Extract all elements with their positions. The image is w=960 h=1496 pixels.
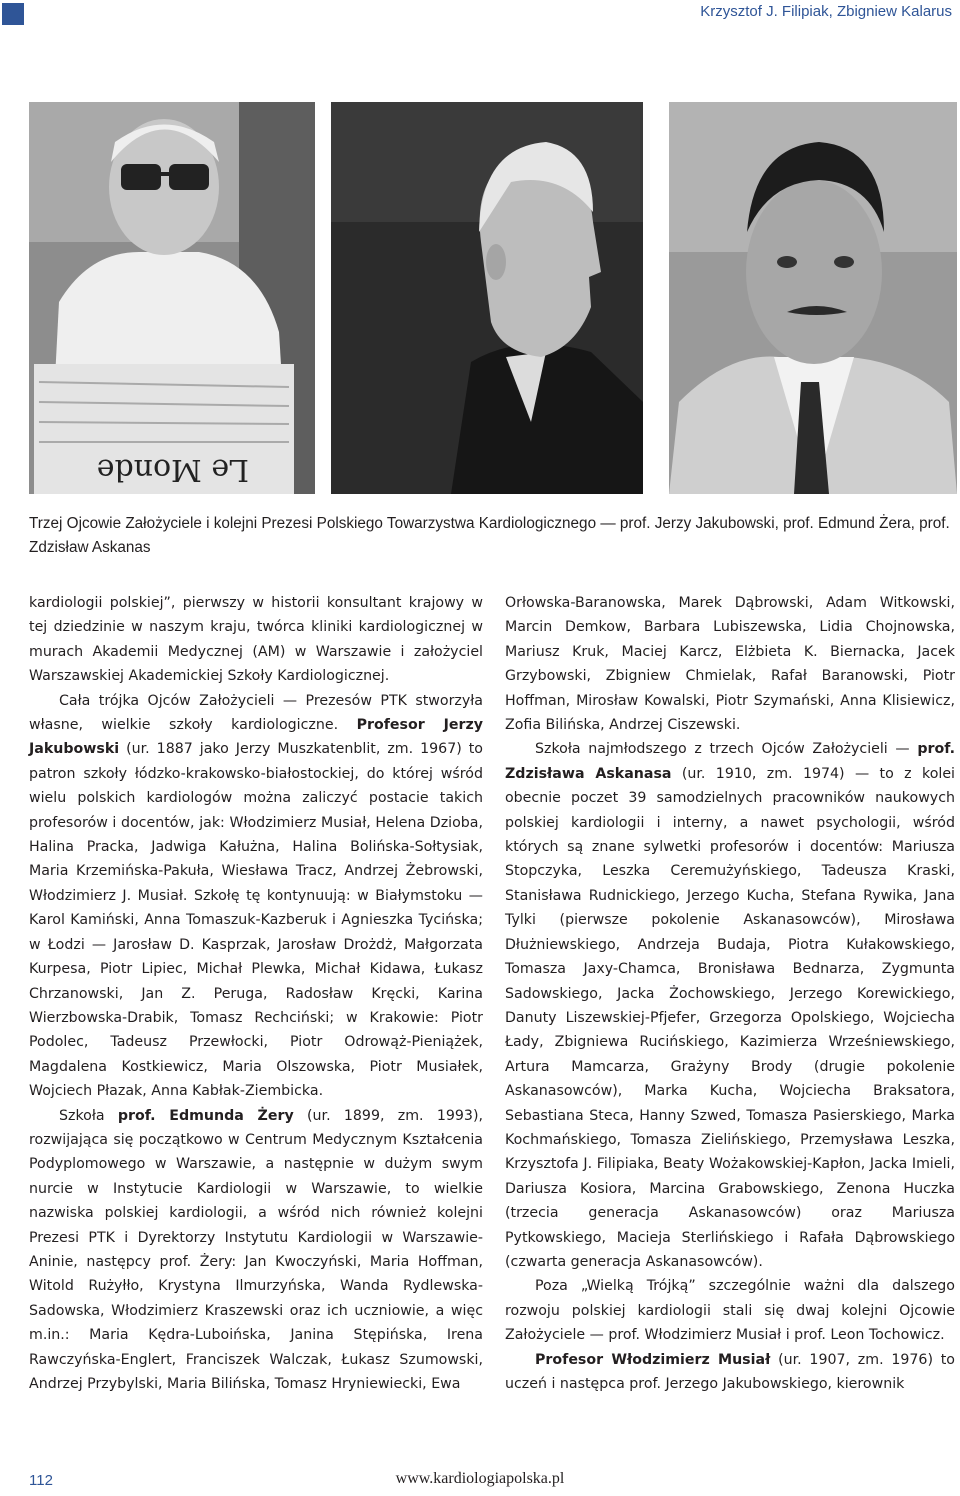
- running-head-authors: Krzysztof J. Filipiak, Zbigniew Kalarus: [700, 3, 952, 20]
- left-text-column: [29, 591, 483, 1396]
- portrait-photo-icon: [29, 102, 315, 494]
- portrait-photo-icon: [669, 102, 957, 494]
- bold-name: prof. Edmunda Żery: [117, 1107, 294, 1124]
- paragraph: [505, 1348, 955, 1397]
- paragraph-text: (ur. 1899, zm. 1993), rozwijająca się początkowo w Centrum Medycznym Kształcenia Podyplomowego w Warszawie, a następnie w dużym swym nurcie w Instytucie Kardiologii w Warszawie, to wielkie nazwiska polskiej kardiologii, a wśród nich również kolejni Prezesi PTK i Dyrektorzy Instytutu Kardiologii w Warszawie-Aninie, następcy prof. Żery: Jan Kwoczyński, Maria Hoffman, Witold Rużyłło, Krystyna Ilmurzyńska, Wanda Rydlewska-Sadowska, Włodzimierz Kraszewski oraz ich uczniowie, a więc m.in.: Maria Kędra-Luboińska, Janina Stępińska, Irena Rawczyńska-Englert, Franciszek Walczak, Łukasz Szumowski, Andrzej Przybylski, Maria Bilińska, Tomasz Hryniewiecki, Ewa: [29, 1107, 483, 1392]
- paragraph-text: Cała trójka Ojców Założycieli — Prezesów PTK stworzyła własne, wielkie szkoły kardiologiczne.: [29, 692, 483, 734]
- right-text-column: [505, 591, 955, 1396]
- paragraph: kardiologii polskiej”, pierwszy w historii konsultant krajowy w tej dziedzinie w naszym kraju, twórca kliniki kardiologicznej w murach Akademii Medycznej (AM) w Warszawie i założyciel Warszawskiej Akademickiej Szkoły Kardiologicznej.: [29, 595, 483, 685]
- paragraph-text: (ur. 1910, zm. 1974) — to z kolei obecnie poczet 39 samodzielnych pracowników naukowych polskiej kardiologii i interny, a nawet psychologii, wśród których są znane sylwetki profesorów i docentów: Mariusza Stopczyka, Leszka Ceremużyńskiego, Tadeusza Kraski, Stanisława Rudnickiego, Jerzego Kucha, Stefana Rywika, Jana Tylki (pierwsze pokolenie Askanasowców), Mirosława Dłużniewskiego, Andrzeja Budaja, Piotra Kułakowskiego, Tomasza Jaxy-Chamca, Bronisława Bednarza, Zygmunta Sadowskiego, Jacka Żochowskiego, Jerzego Korewickiego, Danuty Liszewskiej-Pfjefer, Grzegorza Opolskiego, Wojciecha Łady, Zbigniewa Rucińskiego, Kazimierza Wrześniewskiego, Artura Mamcarza, Grażyny Brody (drugie pokolenie Askanasowców), Marka Kucha, Wojciecha Braksatora, Sebastiana Steca, Hanny Szwed, Tomasza Pasierskiego, Marka Kochmańskiego, Tomasza Zielińskiego, Przemysława Leszka, Krzysztofa J. Filipiaka, Beaty Wożakowskiej-Kapłon, Jacka Imieli, Dariusza Kosiora, Marcina Grabowskiego, Zenona Huczka (trzecia generacja Askanasowców) oraz Mariusza Pytkowskiego, Macieja Sterlińskiego i Rafała Dąbrowskiego (czwarta generacja Askanasowców).: [505, 765, 955, 1270]
- portrait-photo-icon: [331, 102, 643, 494]
- paragraph: Orłowska-Baranowska, Marek Dąbrowski, Adam Witkowski, Marcin Demkow, Barbara Lubiszewska, Lidia Chojnowska, Mariusz Kruk, Maciej Karcz, Elżbieta K. Biernacka, Jacek Grzybowski, Zbigniew Chmielak, Rafał Baranowski, Piotr Hoffman, Mirosław Kowalski, Piotr Szymański, Anna Klisiewicz, Zofia Bilińska, Andrzej Ciszewski.: [505, 595, 955, 734]
- page-number: 112: [29, 1472, 53, 1489]
- paragraph-text: (ur. 1907, zm. 1976) to uczeń i następca prof. Jerzego Jakubowskiego, kierownik: [505, 1351, 955, 1392]
- portrait-photo-zera: [331, 102, 643, 494]
- bold-name: prof. Zdzisława Askanasa: [505, 741, 955, 782]
- figure-caption: Trzej Ojcowie Założyciele i kolejni Prezesi Polskiego Towarzystwa Kardiologicznego — prof. Jerzy Jakubowski, prof. Edmund Żera, prof. Zdzisław Askanas: [29, 515, 950, 556]
- svg-text:Le Monde: Le Monde: [96, 452, 249, 487]
- paragraph-text: Szkoła: [59, 1107, 118, 1124]
- paragraph: Poza „Wielką Trójką” szczególnie ważni dla dalszego rozwoju polskiej kardiologii stali się dwaj kolejni Ojcowie Założyciele — prof. Włodzimierz Musiał i prof. Leon Tochowicz.: [505, 1278, 955, 1344]
- header-accent-square: [2, 3, 24, 25]
- portrait-photo-jakubowski: [29, 102, 315, 494]
- paragraph-text: Szkoła najmłodszego z trzech Ojców Założycieli —: [535, 741, 918, 758]
- paragraph: [29, 1104, 483, 1397]
- paragraph-text: (ur. 1887 jako Jerzy Muszkatenblit, zm. 1967) to patron szkoły łódzko-krakowsko-białostockiej, do której wśród wielu polskich kardiologów można zaliczyć postacie takich profesorów i docentów, jak: Włodzimierz Musiał, Helena Dzioba, Halina Pracka, Jadwiga Kałużna, Halina Bolińska-Sołtysiak, Maria Krzemińska-Pakuła, Wiesława Tracz, Andrzej Żebrowski, Włodzimierz J. Musiał. Szkołę tę kontynuują: w Białymstoku — Karol Kamiński, Anna Tomaszuk-Kazberuk i Agnieszka Tycińska; w Łodzi — Jarosław D. Kasprzak, Jarosław Drożdż, Małgorzata Kurpesa, Piotr Lipiec, Michał Plewka, Michał Kidawa, Łukasz Chrzanowski, Jan Z. Peruga, Radosław Kręcki, Karina Wierzbowska-Drabik, Tomasz Rechciński; w Krakowie: Piotr Podolec, Tadeusz Przewłocki, Piotr Odrowąż-Pieniążek, Magdalena Kostkiewicz, Maria Olszowska, Piotr Musiałek, Wojciech Płazak, Anna Kabłak-Ziembicka.: [29, 741, 483, 1100]
- portrait-photo-askanas: [669, 102, 957, 494]
- footer-url: www.kardiologiapolska.pl: [395, 1470, 565, 1487]
- bold-name: Profesor Włodzimierz Musiał: [535, 1351, 771, 1368]
- paragraph: [505, 737, 955, 1274]
- paragraph: [29, 689, 483, 1104]
- bold-name: Profesor Jerzy Jakubowski: [29, 717, 484, 758]
